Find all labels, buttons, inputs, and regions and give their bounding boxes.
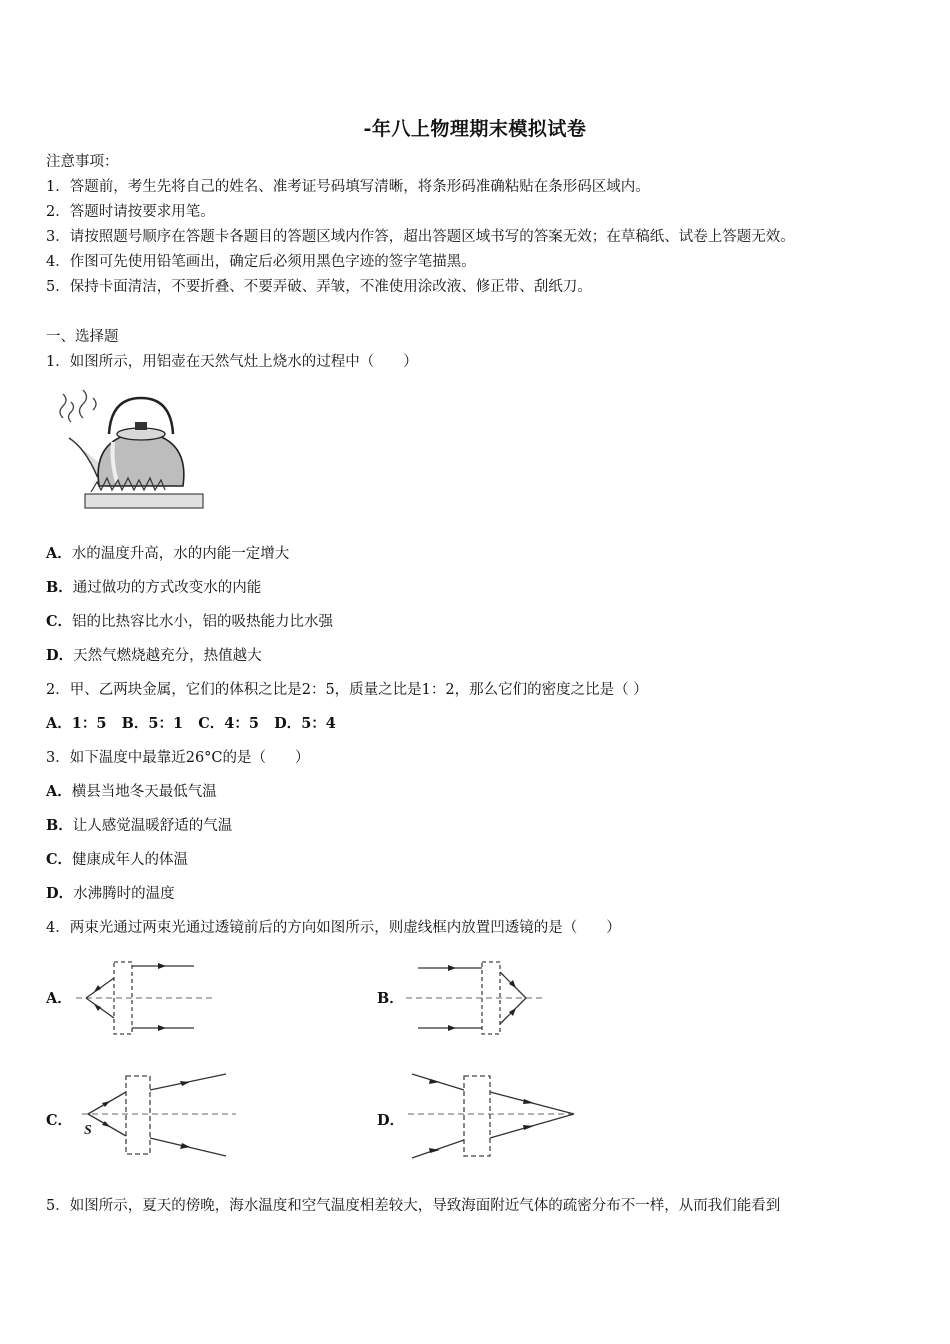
option-key: D．	[46, 647, 74, 664]
option-key: C．	[46, 851, 73, 868]
option-text: 铝的比热容比水小，铝的吸热能力比水强	[72, 614, 334, 630]
option-text: 横县当地冬天最低气温	[71, 784, 217, 800]
lens-diagram-c	[74, 1068, 240, 1162]
question-4-stem: 4．两束光通过两束光通过透镜前后的方向如图所示，则虚线框内放置凹透镜的是（ ）	[46, 920, 621, 936]
option-text: 通过做功的方式改变水的内能	[72, 580, 262, 596]
option-key: C．	[46, 613, 73, 630]
option-a[interactable]	[46, 544, 289, 564]
question-5-stem: 5．如图所示，夏天的傍晚，海水温度和空气温度相差较大，导致海面附近气体的疏密分布不一样，从而我们能看到	[46, 1198, 781, 1214]
option-text: 天然气燃烧越充分，热值越大	[73, 648, 262, 664]
option-text: 让人感觉温暖舒适的气温	[72, 818, 233, 834]
option-text: 5：4	[301, 715, 336, 732]
question-2-stem: 2．甲、乙两块金属，它们的体积之比是2：5，质量之比是1：2，那么它们的密度之比是（ ）	[46, 682, 648, 698]
option-key: D．	[46, 885, 74, 902]
option-c[interactable]	[198, 715, 259, 732]
option-d[interactable]	[46, 646, 262, 666]
option-a-key[interactable]: A．	[46, 990, 72, 1007]
option-key: B．	[46, 817, 73, 834]
option-c[interactable]	[46, 850, 188, 870]
question-2-options	[46, 714, 336, 734]
option-text: 水的温度升高，水的内能一定增大	[71, 546, 290, 562]
option-a[interactable]	[46, 715, 106, 732]
lens-diagram-a	[72, 958, 222, 1038]
option-key: C．	[198, 715, 225, 732]
option-c-key[interactable]: C．	[46, 1112, 73, 1129]
option-key: A．	[46, 783, 72, 800]
notice-item: 3．请按照题号顺序在答题卡各题目的答题区域内作答，超出答题区域书写的答案无效；在草稿纸、试卷上答题无效。	[46, 229, 795, 245]
point-s-label: S	[84, 1123, 92, 1138]
option-key: B．	[121, 715, 149, 732]
notice-item: 4．作图可先使用铅笔画出，确定后必须用黑色字迹的签字笔描黑。	[46, 254, 476, 270]
notice-item: 2．答题时请按要求用笔。	[46, 204, 215, 220]
page-title: -年八上物理期末模拟试卷	[363, 118, 587, 140]
lens-diagram-b	[402, 958, 552, 1038]
notice-heading: 注意事项：	[46, 154, 119, 170]
option-key: B．	[46, 579, 73, 596]
option-key: D．	[274, 715, 302, 732]
option-key: A．	[46, 715, 72, 732]
option-b[interactable]	[122, 715, 183, 732]
option-b[interactable]	[46, 578, 261, 598]
option-key: A．	[46, 545, 72, 562]
option-a[interactable]	[46, 782, 217, 802]
lens-diagram-d	[404, 1068, 580, 1162]
notice-item: 1．答题前，考生先将自己的姓名、准考证号码填写清晰，将条形码准确粘贴在条形码区域内。	[46, 179, 650, 195]
option-text: 4：5	[224, 715, 259, 732]
question-1-stem: 1．如图所示，用铝壶在天然气灶上烧水的过程中（ ）	[46, 354, 418, 370]
notice-item: 5．保持卡面清洁，不要折叠、不要弄破、弄皱，不准使用涂改液、修正带、刮纸刀。	[46, 279, 592, 295]
option-text: 水沸腾时的温度	[73, 886, 175, 902]
option-d[interactable]	[274, 715, 336, 732]
option-text: 5：1	[148, 715, 184, 732]
kettle-on-stove-icon	[55, 388, 205, 514]
option-b-key[interactable]: B．	[377, 990, 404, 1007]
option-c[interactable]	[46, 612, 333, 632]
option-b[interactable]	[46, 816, 232, 836]
option-text: 1：5	[71, 715, 107, 732]
option-text: 健康成年人的体温	[72, 852, 189, 868]
question-3-stem: 3．如下温度中最靠近26°C的是（ ）	[46, 750, 310, 766]
option-d-key[interactable]: D．	[377, 1112, 405, 1129]
section-heading: 一、选择题	[46, 329, 119, 345]
option-d[interactable]	[46, 884, 175, 904]
